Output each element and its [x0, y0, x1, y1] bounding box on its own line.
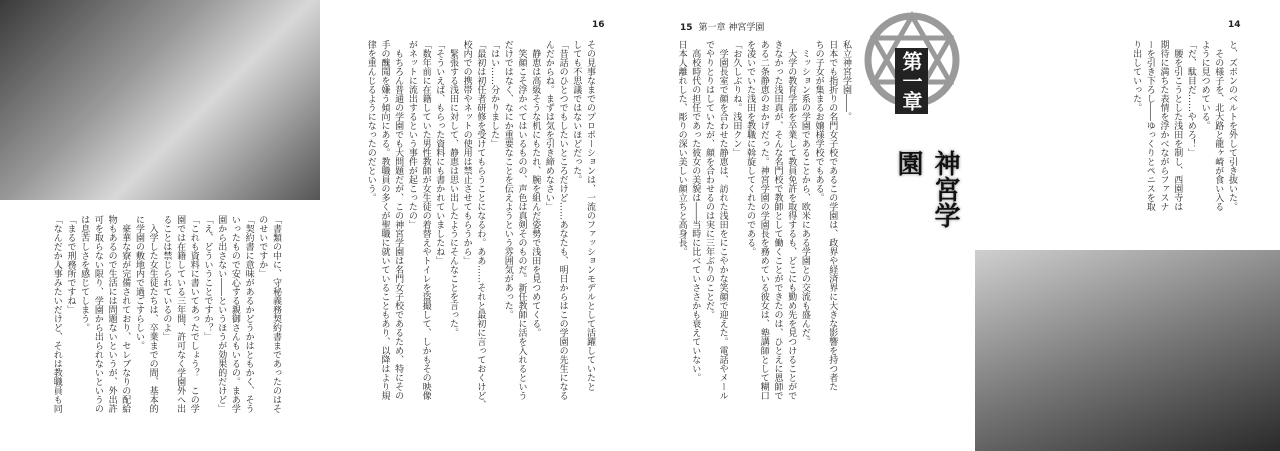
page-number-15: 15	[680, 23, 693, 33]
illustration-top-left	[0, 0, 320, 200]
page-16-body: その見事なまでのプロポーションは、一流のファッションモデルとして活躍していたと しても不思議ではないほどだった。 「昔話のひとつでもしたいところだけど……あなたも、明日からはこの学園の先生になる んだからね。まずは気を引き締めなさい」 静恵は高級そうな机にもたれ、腕を組んだ姿勢で浅田を見つめてくる。 笑顔こそ浮かべてはいるものの、声色は真剣そのものだ。新任教師に活を入れるという だけではなく、なにか重要なことを伝えようという雰囲気があった。 「はい……分かりました」 「最初は初任者研修を受けてもらうことになるわ。ああ……それと最初に言っておくけど、 校内での携帯やネットの使用は禁止させてもらうから」 緊張する浅田に対して、静恵は思い出したようにそんなことを言った。 「そういえば、もらった資料にも書かれていましたね」 「数年前に在籍していた男性教師が女生徒の着替えやトイレを盗撮して、しかもその映像 がネットに流出するという事件が起こったの」 もちろん普通の学園でも大問題だが、この神宮学園は名門女子校であるため、特にその 手の醜聞を嫌う傾向にある。教職員の多くが聖職に就いていることもあり、以降はより規 律を重んじるようになったのだという。	[365, 40, 595, 409]
running-head-title: 第一章 神宮学園	[698, 23, 765, 33]
chapter-label: 第一章	[895, 48, 928, 114]
page-16-lower-body: 「書類の中に、守秘義務契約書まであったのはそ のせいですか」 「契約書に意味があるかどうかはともかく、そう いったもので安心する親御さんもいるの。まあ学 園から出さない――というほうが効果的だけど」 「え、どういうことですか？」 「これも資料に書いてあったでしょう？ この学 園では在籍している三年間、許可なく学園外へ出 ることは禁じられているのよ」 入学した女生徒たちは、卒業までの間、基本的 に学園の敷地内で過ごすらしい。 豪華な寮が完備されており、セレブなりの配給 物もあるので生活には問題ないというが、外出許 可を取らない限り、学園から出られないというの は息苦しさを感じてしまう。 「まるで刑務所ですね」 「なんだか人事みたいだけど、それは教職員も同	[51, 215, 281, 413]
page-number-16: 16	[592, 20, 605, 30]
page-14-body: と、ズボンのベルトを外して引き抜いた。 その様子を、北大路と龍ヶ崎が食い入る ように見つめている。 「だ、駄目だ……やめろ！」 腰を引こうとした浅田を制し、西園寺は 期待に満ちた表情を浮かべながらファスナ ーを引き下ろし――ゆっくりとペニスを取 り出していった。	[1131, 40, 1237, 211]
chapter-title: 神宮学園	[893, 150, 960, 228]
illustration-bottom-right	[975, 250, 1280, 451]
page-number-14: 14	[1228, 20, 1241, 30]
running-head-15	[680, 20, 764, 33]
chapter-emblem	[862, 10, 962, 250]
page-15-body: 私立神宮学園――。 日本でも指折りの名門女子校であるこの学園は、政界や経済界に大きな影響を持つ者た ちの子女が集まるお嬢様学校でもある。 ミッション系の学園であることから、欧米にある学園との交流も盛んだ。 大学の教育学部を卒業して教員免許を取得するも、どこにも勤め先を見つけることがで きなかった浅田真が、そんな名門校で教師として働くことができたのは、ひとえに恩師で ある二条静恵のおかげだった。神宮学園の学園長を務めている彼女は、塾講師として糊口 を凌いでいた浅田を教職に斡旋してくれたのである。 「お久しぶりね。浅田クン」 学園長室で顔を合わせた静恵は、訪れた浅田をにこやかな笑顔で迎えた。電話やメール でやりとりはしていたが、顔を合わせるのは実に三年ぶりのことだ。 高校時代の担任であった彼女の美貌は――当時に比べていささかも衰えていない。 日本人離れした、彫りの深い美しい顔立ちと高身長。	[676, 40, 851, 400]
